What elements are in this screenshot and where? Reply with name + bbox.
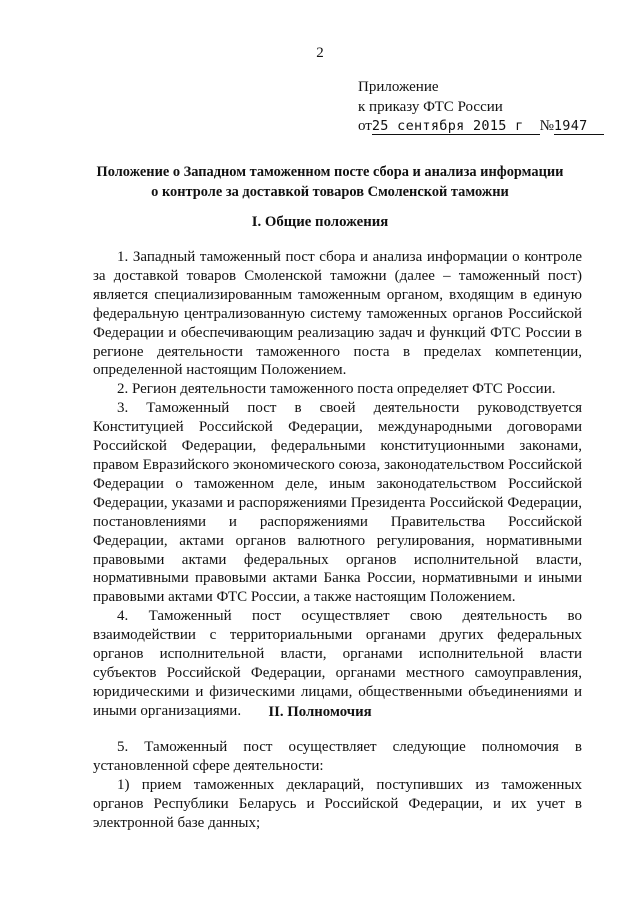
paragraph: 5. Таможенный пост осуществляет следующие полномочия в установленной сфере деятельности: bbox=[93, 739, 582, 774]
paragraph: 1) прием таможенных деклараций, поступивших из таможенных органов Республики Беларусь и Российской Федерации, и их учет в электронной базе данных; bbox=[93, 776, 582, 831]
section-powers-body bbox=[93, 738, 582, 833]
section-heading-general: I. Общие положения bbox=[251, 214, 389, 230]
page-number: 2 bbox=[316, 45, 324, 61]
appendix-order-reference: к приказу ФТС России bbox=[358, 98, 503, 115]
document-title-line: о контроле за доставкой товаров Смоленской таможни bbox=[151, 184, 509, 200]
appendix-date-line bbox=[358, 117, 604, 137]
paragraph: 1. Западный таможенный пост сбора и анализа информации о контроле за доставкой товаров Смоленской таможни (далее – таможенный пост) является специализированным таможенным органом, входящим в единую федеральную централизованную систему таможенных органов Российской Федерации и обеспечивающим реализацию задач и функций ФТС России в регионе деятельности таможенного поста в пределах компетенции, определенной настоящим Положением. bbox=[93, 249, 582, 379]
appendix-block bbox=[358, 78, 604, 137]
appendix-date: 25 сентября 2015 г bbox=[372, 118, 540, 135]
paragraph: 3. Таможенный пост в своей деятельности руководствуется Конституцией Российской Федерации, международными договорами Российской Федерации, федеральными конституционными законами, правом Евразийского экономического союза, законодательством Российской Федерации о таможенном деле, иным законодательством Российской Федерации, указами и распоряжениями Президента Российской Федерации, постановлениями и распоряжениями Правительства Российской Федерации, актами органов валютного регулирования, нормативными правовыми актами федеральных органов исполнительной власти, нормативными правовыми актами Банка России, нормативными и иными правовыми актами ФТС России, а также настоящим Положением. bbox=[93, 400, 582, 606]
appendix-label: Приложение bbox=[358, 79, 439, 95]
appendix-date-prefix: от bbox=[358, 118, 372, 134]
appendix-number: 1947 bbox=[554, 118, 604, 135]
document-title bbox=[70, 162, 590, 202]
section-general-body bbox=[93, 248, 582, 721]
appendix-number-label: № bbox=[539, 118, 554, 134]
document-title-line: Положение о Западном таможенном посте сбора и анализа информации bbox=[96, 164, 564, 180]
paragraph: 4. Таможенный пост осуществляет свою деятельность во взаимодействии с территориальными органами других федеральных органов исполнительной власти, органами исполнительной власти субъектов Российской Федерации, органами местного самоуправления, юридическими и физическими лицами, общественными объединениями и иными организациями. bbox=[93, 608, 582, 719]
paragraph: 2. Регион деятельности таможенного поста определяет ФТС России. bbox=[117, 381, 556, 398]
section-heading-powers: II. Полномочия bbox=[268, 704, 372, 720]
